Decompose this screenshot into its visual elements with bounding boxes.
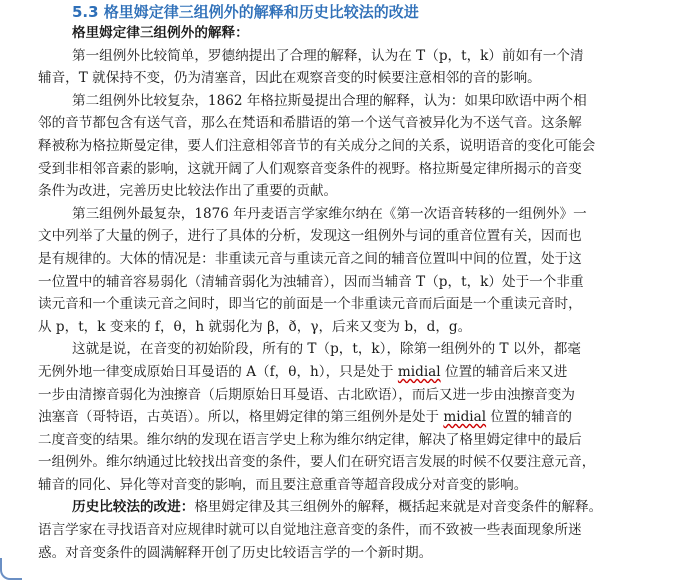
paragraph-lead: 历史比较法的改进： [72,499,195,516]
paragraph-line: 无例外地一律变成原始日耳曼语的 A（f，θ，h），只是处于 midial 位置的辅音后来又进 [38,363,568,380]
paragraph-line: 第一组例外比较简单，罗德纳提出了合理的解释，认为在 T（p，t，k）前如有一个清 [72,47,584,64]
paragraph-line: 邻的音节都包含有送气音，那么在梵语和希腊语的第一个送气音被异化为不送气音。这条解 [38,115,582,132]
paragraph-line: 是有规律的。大体的情况是：非重读元音与重读元音之间的辅音位置叫中间的位置，处于这 [38,250,582,267]
subheading: 格里姆定律三组例外的解释： [72,25,249,41]
paragraph-line: 这就是说，在音变的初始阶段，所有的 T（p，t，k），除第一组例外的 T 以外，都毫 [72,341,581,358]
paragraph-3 [38,203,670,339]
paragraph-line: 释被称为格拉斯曼定律，要人们注意相邻音节的有关成分之间的关系，说明语音的变化可能会 [38,137,596,154]
paragraph-2 [38,90,670,203]
paragraph-line: 辅音，T 就保持不变，仍为清塞音，因此在观察音变的时候要注意相邻的音的影响。 [38,70,541,87]
paragraph-line: 受到非相邻音素的影响，这就开阔了人们观察音变条件的视野。格拉斯曼定律所揭示的音变 [38,160,582,177]
page-corner-decoration [0,558,22,580]
paragraph-line: 惑。对音变条件的圆满解释开创了历史比较语言学的一个新时期。 [38,544,433,561]
paragraph-line: 二度音变的结果。维尔纳的发现在语言学史上称为维尔纳定律，解决了格里姆定律中的最后 [38,431,582,448]
paragraph-4 [38,338,670,496]
paragraph-line: 一位置中的辅音容易弱化（清辅音弱化为浊辅音），因而当辅音 T（p，t，k）处于一个非重 [38,273,584,290]
paragraph-line: 第二组例外比较复杂，1862 年格拉斯曼提出合理的解释，认为：如果印欧语中两个相 [72,92,587,109]
paragraph-line: 文中列举了大量的例子，进行了具体的分析，发现这一组例外与词的重音位置有关，因而也 [38,228,582,245]
paragraph-line: 第三组例外最复杂，1876 年丹麦语言学家维尔纳在《第一次语音转移的一组例外》一 [72,205,587,222]
paragraph-1 [38,45,670,90]
paragraph-line: 浊塞音（哥特语，古英语）。所以，格里姆定律的第三组例外是处于 midial 位置的辅音的 [38,409,572,426]
paragraph-5 [38,496,670,564]
body-text [38,22,670,564]
spellcheck-flagged-word[interactable]: midial [397,363,441,380]
paragraph-line: 读元音和一个重读元音之间时，即当它的前面是一个非重读元音而后面是一个重读元音时， [38,296,582,313]
paragraph-line: 历史比较法的改进：格里姆定律及其三组例外的解释，概括起来就是对音变条件的解释。 [72,499,603,516]
section-title: 5.3 格里姆定律三组例外的解释和历史比较法的改进 [72,3,419,21]
paragraph-line: 从 p，t，k 变来的 f，θ，h 就弱化为 β，ð，γ，后来又变为 b，d，g。 [38,318,472,335]
paragraph-line: 一组例外。维尔纳通过比较找出音变的条件，要人们在研究语言发展的时候不仅要注意元音， [38,454,596,471]
paragraph-line: 条件为改进，完善历史比较法作出了重要的贡献。 [38,183,338,200]
spellcheck-flagged-word[interactable]: midial [443,409,487,426]
paragraph-line: 辅音的同化、异化等对音变的影响，而且要注意重音等超音段成分对音变的影响。 [38,476,528,493]
paragraph-line: 一步由清擦音弱化为浊擦音（后期原始日耳曼语、古北欧语），而后又进一步由浊擦音变为 [38,386,575,403]
paragraph-line: 语言学家在寻找语音对应规律时就可以自觉地注意音变的条件，而不致被一些表面现象所迷 [38,522,582,539]
